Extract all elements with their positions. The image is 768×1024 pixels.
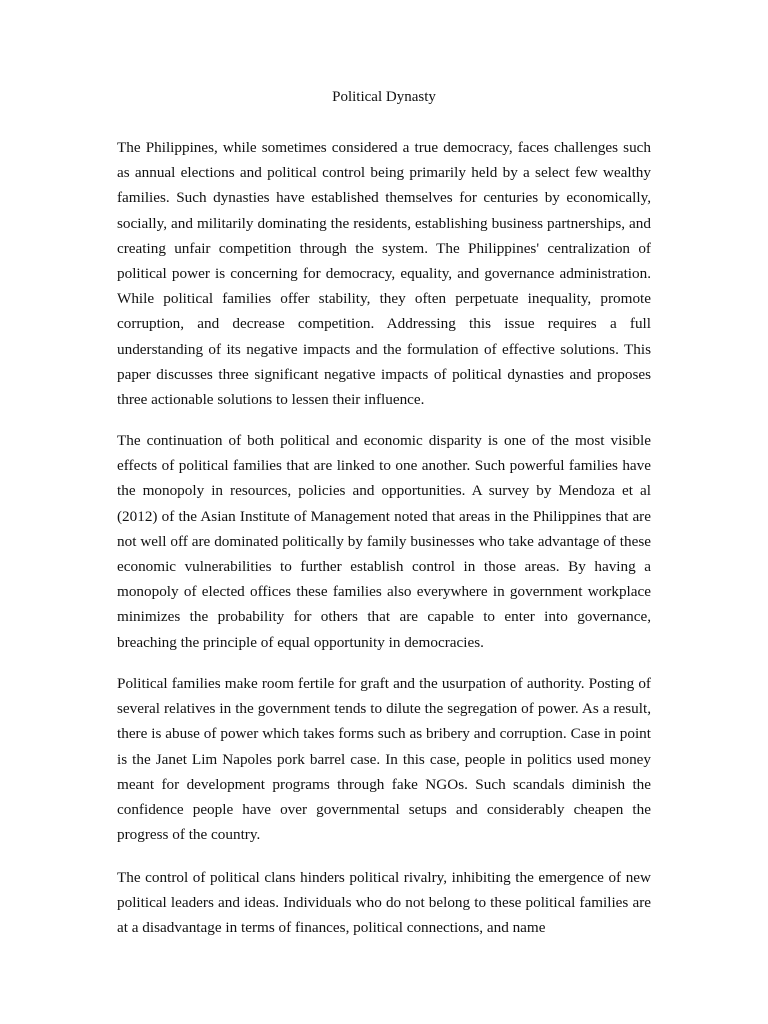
paragraph-introduction: The Philippines, while sometimes considered a true democracy, faces challenges such as annual elections and political control being primarily held by a select few wealthy families. Such dynasties have established themselves for centuries by economically, socially, and militarily dominating the residents, establishing business partnerships, and creating unfair competition through the system. The Philippines' centralization of political power is concerning for democracy, equality, and governance administration. While political families offer stability, they often perpetuate inequality, promote corruption, and decrease competition. Addressing this issue requires a full understanding of its negative impacts and the formulation of effective solutions. This paper discusses three significant negative impacts of political dynasties and proposes three actionable solutions to lessen their influence. [117, 139, 651, 409]
paragraph-competition: The control of political clans hinders political rivalry, inhibiting the emergence of new political leaders and ideas. Individuals who do not belong to these political families are at a disadvantage in terms of finances, political connections, and name [117, 869, 651, 937]
page-title: Political Dynasty [332, 89, 436, 105]
paragraph-inequality: The continuation of both political and economic disparity is one of the most visible effects of political families that are linked to one another. Such powerful families have the monopoly in resources, policies and opportunities. A survey by Mendoza et al (2012) of the Asian Institute of Management noted that areas in the Philippines that are not well off are dominated politically by family businesses who take advantage of these economic vulnerabilities to further establish control in those areas. By having a monopoly of elected offices these families also everywhere in government workplace minimizes the probability for others that are capable to enter into governance, breaching the principle of equal opportunity in democracies. [117, 432, 651, 651]
paragraph-corruption: Political families make room fertile for graft and the usurpation of authority. Posting of several relatives in the government tends to dilute the segregation of power. As a result, there is abuse of power which takes forms such as bribery and corruption. Case in point is the Janet Lim Napoles pork barrel case. In this case, people in politics used money meant for development programs through fake NGOs. Such scandals diminish the confidence people have over governmental setups and considerably cheapen the progress of the country. [117, 675, 651, 844]
